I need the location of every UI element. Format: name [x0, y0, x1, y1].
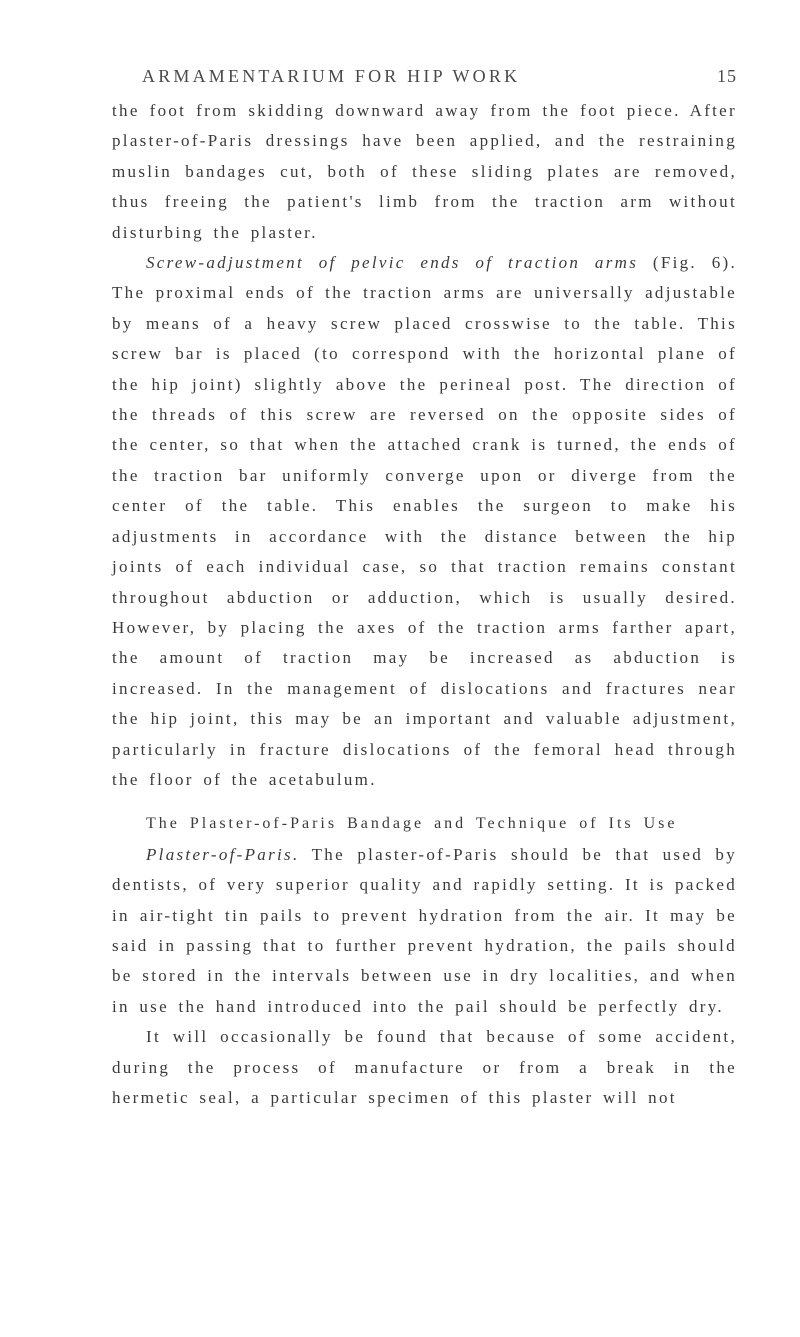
book-page [112, 66, 737, 1113]
paragraph-run-in-heading: Plaster-of-Paris. [146, 844, 300, 864]
paragraph-screw-adjustment [112, 248, 737, 795]
paragraph-foot-piece [112, 96, 737, 248]
section-heading: The Plaster-of-Paris Bandage and Technique of Its Use [146, 815, 678, 833]
paragraph-text: the foot from skidding downward away from the foot piece. After plaster-of-Paris dressings have been applied, and the restraining muslin bandages cut, both of these sliding plates are removed, thus freeing the patient's limb from the traction arm without disturbing the plaster. [112, 101, 737, 242]
paragraph-run-in-heading: Screw-adjustment of pelvic ends of traction arms [146, 253, 639, 273]
paragraph-text: It will occasionally be found that because of some accident, during the process of manufacture or from a break in the hermetic seal, a particular specimen of this plaster will not [112, 1027, 737, 1107]
running-head [112, 66, 737, 96]
page-number: 15 [717, 66, 737, 86]
paragraph-text: The plaster-of-Paris should be that used by dentists, of very superior quality and rapidly setting. It is packed in air-tight tin pails to prevent hydration from the air. It may be said in passing that to further prevent hydration, the pails should be stored in the intervals between use in dry localities, and when in use the hand introduced into the pail should be perfectly dry. [112, 844, 737, 1016]
body-text [112, 96, 737, 1113]
running-head-title: ARMAMENTARIUM FOR HIP WORK [142, 66, 521, 86]
paragraph-text: The proximal ends of the traction arms are universally adjustable by means of a heavy screw placed crosswise to the table. This screw bar is placed (to correspond with the horizontal plane of the hip joint) slightly above the perineal post. The direction of the threads of this screw are reversed on the opposite sides of the center, so that when the attached crank is turned, the ends of the traction bar uniformly converge upon or diverge from the center of the table. This enables the surgeon to make his adjustments in accordance with the distance between the hip joints of each individual case, so that traction remains constant throughout abduction or adduction, which is usually desired. However, by placing the axes of the traction arms farther apart, the amount of traction may be increased as abduction is increased. In the management of dislocations and fractures near the hip joint, this may be an important and valuable adjustment, particularly in fracture dislocations of the femoral head through the floor of the acetabulum. [112, 283, 737, 789]
paragraph-accident [112, 1022, 737, 1113]
figure-reference: (Fig. 6). [638, 253, 737, 273]
section-spacer [112, 795, 737, 809]
paragraph-plaster [112, 840, 737, 1022]
